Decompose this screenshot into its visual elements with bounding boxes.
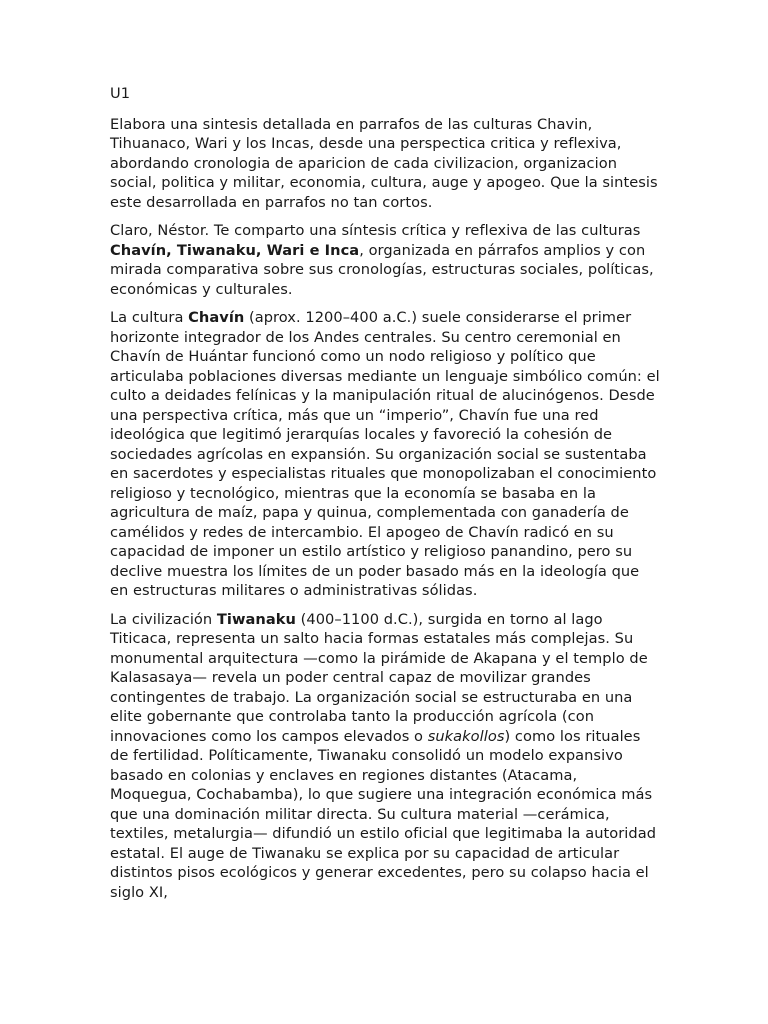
intro-paragraph [110, 221, 660, 299]
tiwanaku-text-after: ) como los rituales de fertilidad. Políticamente, Tiwanaku consolidó un modelo expansivo basado en colonias y enclaves en regiones distantes (Atacama, Moquegua, Cochabamba), lo que sugiere una integración económica más que una dominación militar directa. Su cultura material —cerámica, textiles, metalurgia— difundió un estilo oficial que legitimaba la autoridad estatal. El auge de Tiwanaku se explica por su capacidad de articular distintos pisos ecológicos y generar excedentes, pero su colapso hacia el siglo XI, [110, 727, 657, 901]
chavin-paragraph [110, 308, 660, 601]
intro-cultures-bold: Chavín, Tiwanaku, Wari e Inca [110, 241, 360, 259]
tiwanaku-text-before: La civilización [110, 610, 217, 628]
chavin-text-before: La cultura [110, 309, 189, 326]
intro-text-after: , organizada en párrafos amplios y con mirada comparativa sobre sus cronologías, estructuras sociales, políticas, económicas y culturales. [110, 241, 654, 298]
chavin-bold: Chavín [188, 309, 245, 326]
chavin-text-after: (aprox. 1200–400 a.C.) suele considerarse el primer horizonte integrador de los Andes centrales. Su centro ceremonial en Chavín de Huántar funcionó como un nodo religioso y político que articulaba poblaciones diversas mediante un lenguaje simbólico común: el culto a deidades felínicas y la manipulación ritual de alucinógenos. Desde una perspectiva crítica, más que un “imperio”, Chavín fue una red ideológica que legitimó jerarquías locales y favoreció la cohesión de sociedades agrícolas en expansión. Su organización social se sustentaba en sacerdotes y especialistas rituales que monopolizaban el conocimiento religioso y tecnológico, mientras que la economía se basaba en la agricultura de maíz, papa y quinua, complementada con ganadería de camélidos y redes de intercambio. El apogeo de Chavín radicó en su capacidad de imponer un estilo artístico y religioso panandino, pero su declive muestra los límites de un poder basado más en la ideología que en estructuras militares o administrativas sólidas. [110, 309, 660, 599]
document-heading: U1 [110, 85, 131, 102]
prompt-paragraph: Elabora una sintesis detallada en parrafos de las culturas Chavin, Tihuanaco, Wari y los Incas, desde una perspectica critica y reflexiva, abordando cronologia de aparicion de cada civilizacion, organizacion social, politica y militar, economia, cultura, auge y apogeo. Que la sintesis este desarrollada en parrafos no tan cortos. [110, 115, 658, 211]
tiwanaku-bold: Tiwanaku [216, 610, 296, 628]
tiwanaku-text-middle: (400–1100 d.C.), surgida en torno al lago Titicaca, representa un salto hacia formas estatales más complejas. Su monumental arquitectura —como la pirámide de Akapana y el templo de Kalasasaya— revela un poder central capaz de movilizar grandes contingentes de trabajo. La organización social se estructuraba en una elite gobernante que controlaba tanto la producción agrícola (con innovaciones como los campos elevados o [110, 610, 648, 745]
intro-text-before: Claro, Néstor. Te comparto una síntesis crítica y reflexiva de las culturas [110, 222, 641, 239]
tiwanaku-paragraph [110, 610, 660, 903]
document-body [110, 84, 660, 911]
sukakollos-italic: sukakollos [427, 727, 505, 745]
